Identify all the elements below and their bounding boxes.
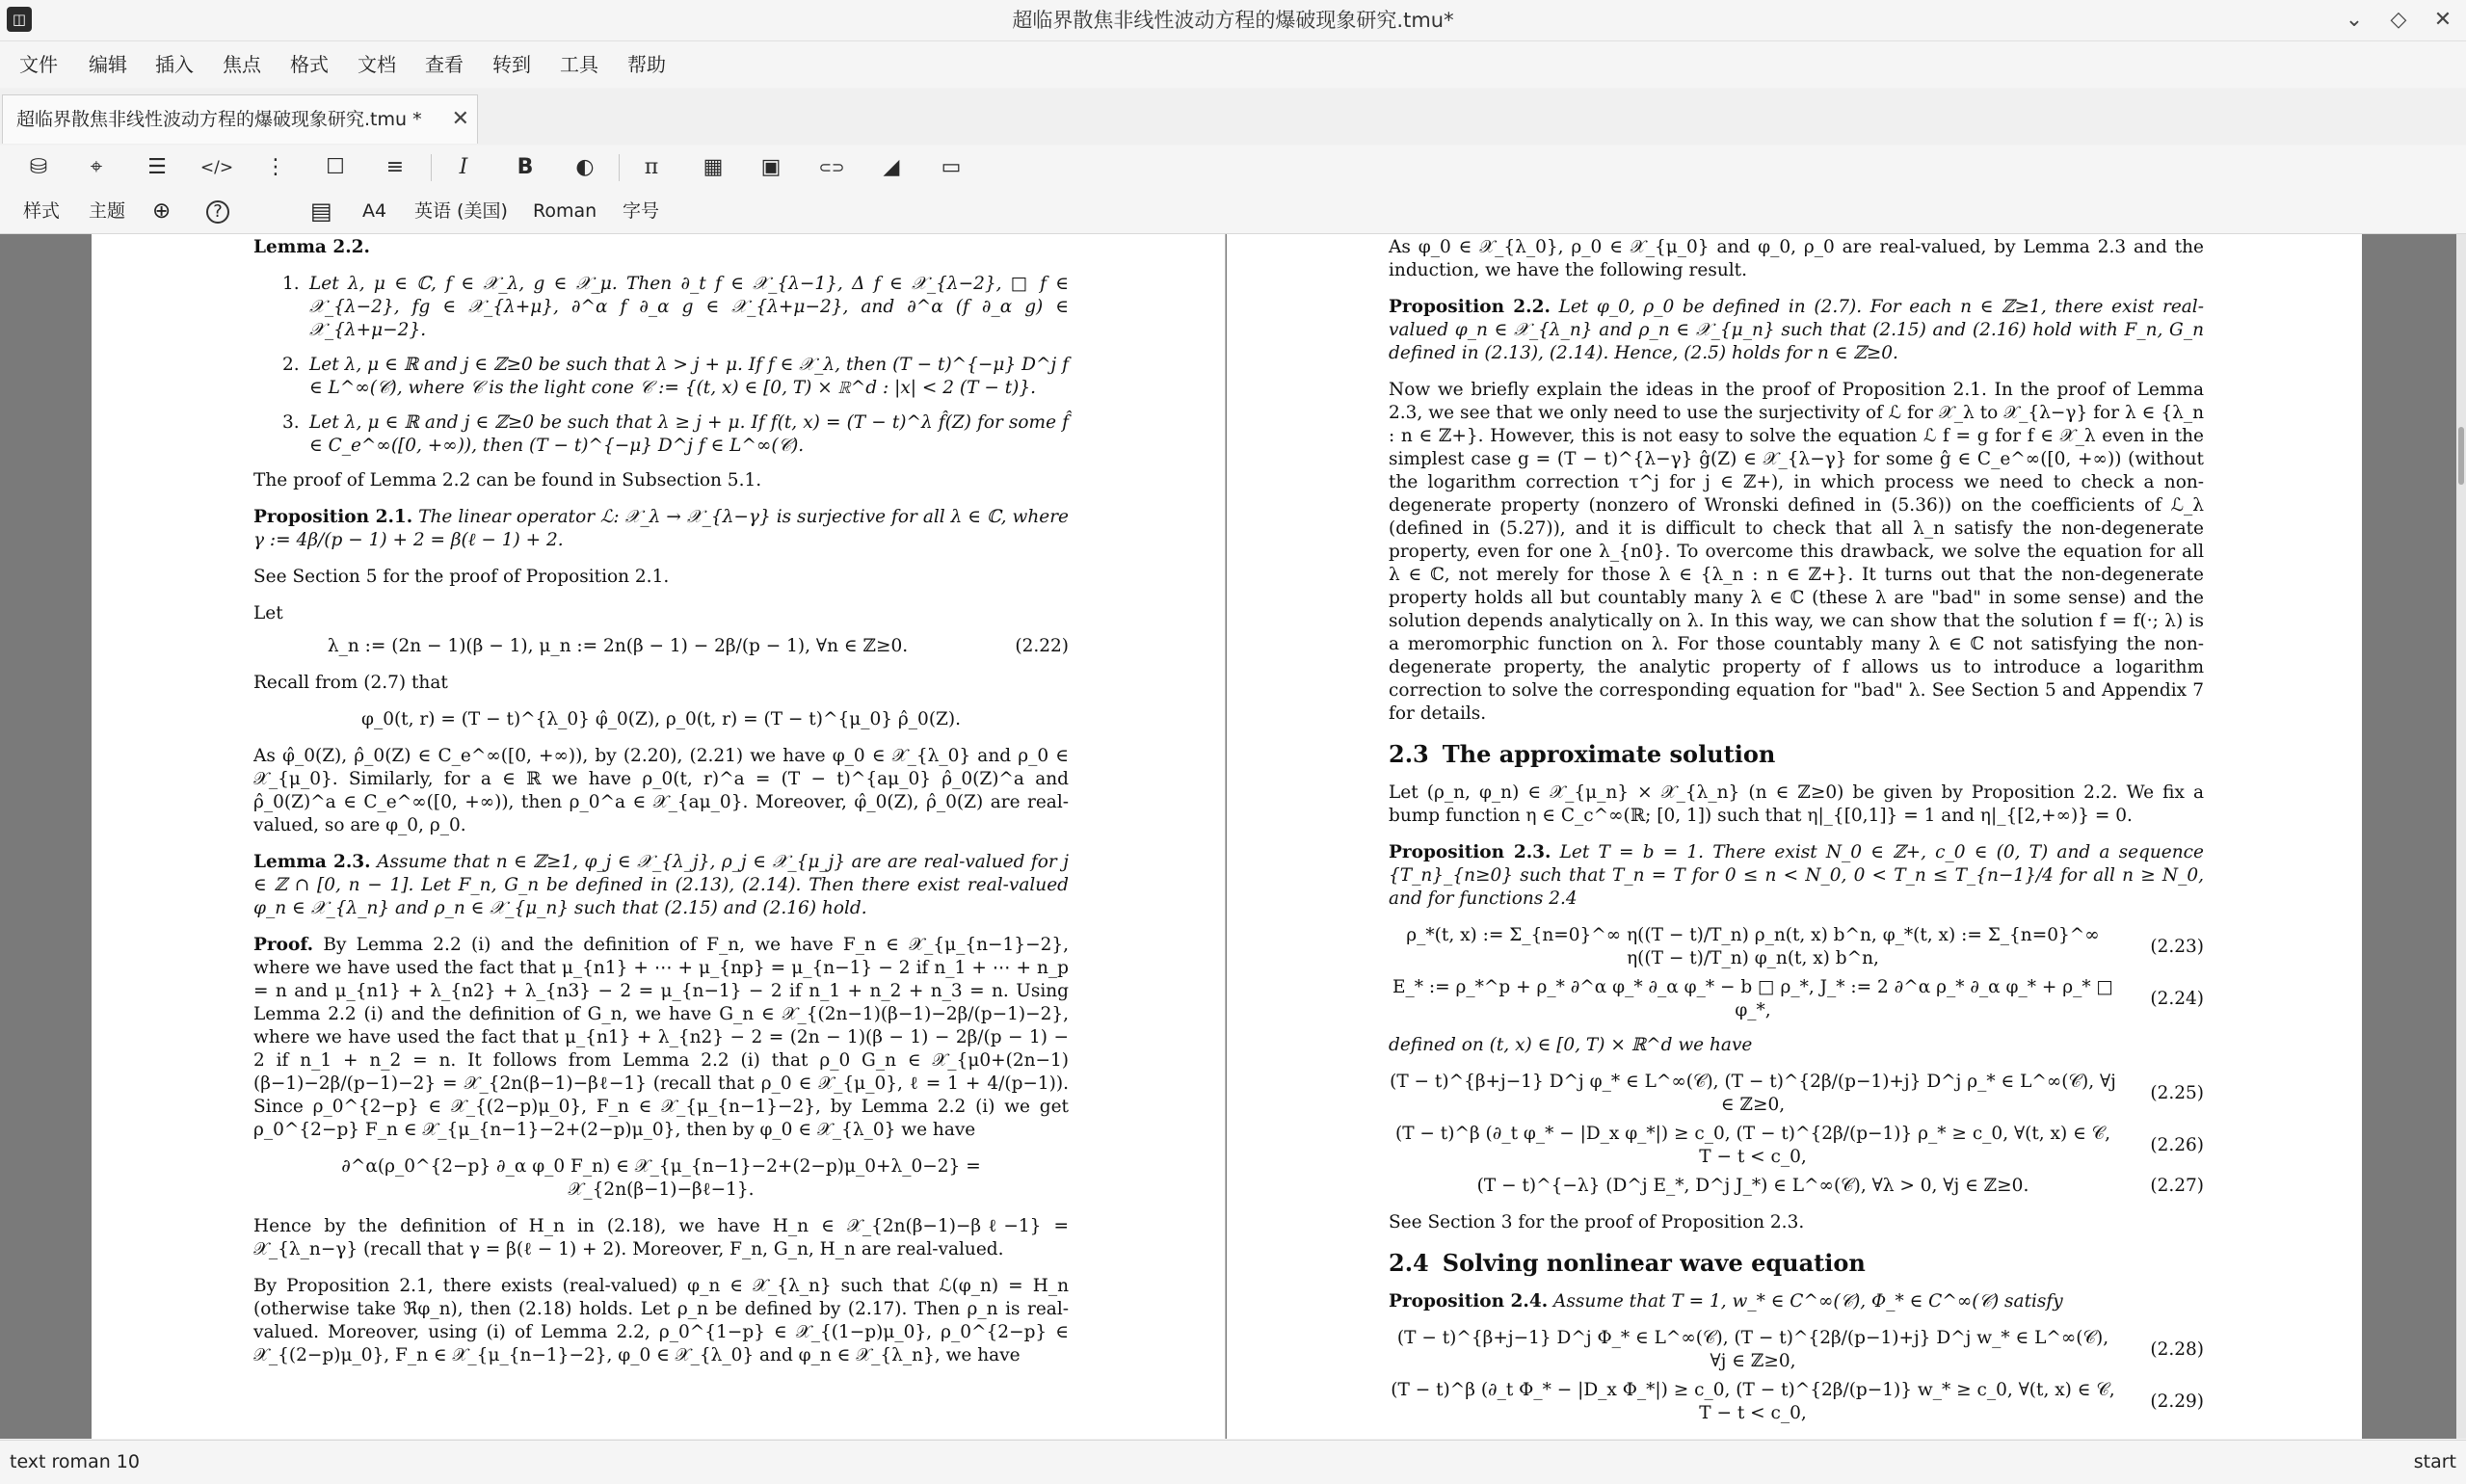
proposition-2-4-title: Proposition 2.4.	[1389, 1291, 1549, 1312]
menu-help[interactable]: 帮助	[627, 53, 666, 76]
equation-2-23	[1389, 924, 2204, 970]
menu-file[interactable]: 文件	[19, 53, 58, 76]
paper-size-button[interactable]: A4	[362, 200, 387, 222]
format-toolbar	[0, 146, 2466, 189]
equation-2-25-number: (2.25)	[2150, 1083, 2204, 1103]
palette-icon[interactable]: ◐	[575, 155, 595, 179]
equation-2-28-number: (2.28)	[2150, 1339, 2204, 1360]
lemma-2-3-title: Lemma 2.3.	[253, 852, 371, 872]
proposition-2-3	[1389, 841, 2204, 911]
document-workspace[interactable]	[0, 234, 2466, 1439]
proof-text: By Lemma 2.2 (i) and the definition of F_n, we have F_n ∈ 𝒳_{μ_{n−1}−2}, where we have used the fact that μ_{n1} + ⋯ + μ_{np} = μ_{n−1} − 2 if n_1 + ⋯ + n_p = n and μ_{n1} + λ_{n2} + λ_{n3} − 2 = μ_{n−1} − 2 if n_1 + n_2 + n_3 = n. Using Lemma 2.2 (i) and the definition of G_n, we have G_n ∈ 𝒳_{(2n−1)(β−1)−2β/(p−1)−2}, where we have used the fact that μ_{n1} + λ_{n2} − 2 = (2n − 1)(β − 1) − 2β/(p − 1) − 2 if n_1 + n_2 = n. It follows from Lemma 2.2 (i) that ρ_0 G_n ∈ 𝒳_{μ0+(2n−1)(β−1)−2β/(p−1)−2} = 𝒳_{2n(β−1)−βℓ−1} (recall that ρ_0 ∈ 𝒳_{μ_0}, ℓ = 1 + 4/(p−1)). Since ρ_0^{2−p} ∈ 𝒳_{(2−p)μ_0}, F_n ∈ 𝒳_{μ_{n−1}−2}, by Lemma 2.2 (i) we get ρ_0^{2−p} F_n ∈ 𝒳_{μ_{n−1}−2+(2−p)μ_0}, then by φ_0 ∈ 𝒳_{λ_0} we have	[253, 935, 1070, 1140]
font-button[interactable]: Roman	[533, 200, 597, 222]
scrollbar-thumb[interactable]	[2458, 427, 2464, 485]
font-size-button[interactable]: 字号	[623, 200, 660, 222]
equation-2-22-body: λ_n := (2n − 1)(β − 1), μ_n := 2n(β − 1) − 2β/(p − 1), ∀n ∈ ℤ≥0.	[327, 636, 909, 656]
tab-bar	[0, 89, 2466, 145]
section-2-3-number: 2.3	[1389, 740, 1429, 768]
structure-icon[interactable]: ⛁	[29, 155, 48, 179]
math-icon[interactable]: π	[644, 155, 659, 179]
menu-goto[interactable]: 转到	[492, 53, 531, 76]
hence-paragraph: Hence by the definition of H_n in (2.18), we have H_n ∈ 𝒳_{2n(β−1)−βℓ−1} = 𝒳_{λ_n−γ} (recall that γ = β(ℓ − 1) + 2). Moreover, F_n, G_n, H_n are real-valued.	[253, 1216, 1069, 1259]
paragraph-as: As φ̂_0(Z), ρ̂_0(Z) ∈ C_e^∞([0, +∞)), by (2.20), (2.21) we have φ_0 ∈ 𝒳_{λ_0} and ρ_0 ∈ 𝒳_{μ_0}. Similarly, for a ∈ ℝ we have ρ_0(t, r)^a = (T − t)^{aμ_0} ρ̂_0(Z)^a and ρ̂_0(Z)^a ∈ C_e^∞([0, +∞)), then ρ_0^a ∈ 𝒳_{aμ_0}. Moreover, φ̂_0(Z), ρ̂_0(Z) are real-valued, so are φ_0, ρ_0.	[253, 746, 1069, 835]
equation-2-22	[253, 635, 1069, 658]
proof-block	[253, 934, 1069, 1142]
window-title: 超临界散焦非线性波动方程的爆破现象研究.tmu*	[1012, 9, 1454, 32]
equation-2-25-body: (T − t)^{β+j−1} D^j φ_* ∈ L^∞(𝒞), (T − t)^{2β/(p−1)+j} D^j ρ_* ∈ L^∞(𝒞), ∀j ∈ ℤ≥0,	[1390, 1072, 2116, 1115]
style-button[interactable]: 样式	[23, 200, 61, 222]
equation-2-28-body: (T − t)^{β+j−1} D^j Φ_* ∈ L^∞(𝒞), (T − t)^{2β/(p−1)+j} D^j w_* ∈ L^∞(𝒞), ∀j ∈ ℤ≥0,	[1396, 1328, 2109, 1371]
lemma-2-2-proof-note: The proof of Lemma 2.2 can be found in Subsection 5.1.	[253, 470, 762, 490]
equation-2-26-body: (T − t)^β (∂_t φ_* − |D_x φ_*|) ≥ c_0, (T − t)^{2β/(p−1)} ρ_* ≥ c_0, ∀(t, x) ∈ 𝒞, T − t < c_0,	[1394, 1124, 2111, 1167]
equation-2-27-body: (T − t)^{−λ} (D^j E_*, D^j J_*) ∈ L^∞(𝒞), ∀λ > 0, ∀j ∈ ℤ≥0.	[1476, 1176, 2029, 1196]
equation-2-29	[1389, 1379, 2204, 1425]
equation-2-26-number: (2.26)	[2150, 1135, 2204, 1155]
menu-insert[interactable]: 插入	[155, 53, 194, 76]
section-2-4-heading	[1389, 1249, 2204, 1277]
list-icon[interactable]: ☰	[147, 155, 167, 179]
document-tab[interactable]	[2, 94, 478, 144]
let-rho-paragraph: Let (ρ_n, φ_n) ∈ 𝒳_{μ_n} × 𝒳_{λ_n} (n ∈ ℤ≥0) be given by Proposition 2.2. We fix a bump function η ∈ C_c^∞(ℝ; [0, 1]) such that η|_{[0,1]} = 1 and η|_{[2,+∞)} = 0.	[1389, 782, 2204, 826]
left-page-content	[253, 234, 1069, 1381]
equation-partial	[253, 1155, 1069, 1202]
menu-edit[interactable]: 编辑	[89, 53, 127, 76]
equation-2-24-number: (2.24)	[2150, 989, 2204, 1009]
close-tab-icon[interactable]: ✕	[451, 107, 469, 131]
lemma-2-2-title: Lemma 2.2.	[253, 237, 370, 257]
lemma-2-2-item-3: 3. Let λ, μ ∈ ℝ and j ∈ ℤ≥0 be such that λ ≥ j + μ. If f(t, x) = (T − t)^λ f̂(Z) for some f̂ ∈ C_e^∞([0, +∞)), then (T − t)^{−μ} D^j f ∈ L^∞(𝒞).	[282, 412, 1069, 456]
maximize-icon[interactable]: ◇	[2390, 8, 2407, 32]
left-page[interactable]	[92, 234, 1226, 1439]
proposition-2-2-title: Proposition 2.2.	[1389, 297, 1551, 317]
toolbar-separator	[619, 154, 620, 181]
lemma-2-2-item-1-text: Let λ, μ ∈ ℂ, f ∈ 𝒳_λ, g ∈ 𝒳_μ. Then ∂_t f ∈ 𝒳_{λ−1}, Δ f ∈ 𝒳_{λ−2}, □ f ∈ 𝒳_{λ−2}, fg ∈ 𝒳_{λ+μ}, ∂^α f ∂_α g ∈ 𝒳_{λ+μ−2}, and ∂^α (f ∂_α g) ∈ 𝒳_{λ+μ−2}.	[309, 274, 1069, 340]
toolbar-separator	[431, 154, 432, 181]
title-bar	[0, 0, 2466, 41]
equation-2-29-body: (T − t)^β (∂_t Φ_* − |D_x Φ_*|) ≥ c_0, (T − t)^{2β/(p−1)} w_* ≥ c_0, ∀(t, x) ∈ 𝒞, T − t < c_0,	[1391, 1380, 2115, 1423]
proposition-2-1-text: The linear operator ℒ: 𝒳_λ → 𝒳_{λ−γ} is surjective for all λ ∈ ℂ, where γ := 4β/(p − 1) + 2 = β(ℓ − 1) + 2.	[253, 507, 1069, 550]
lemma-2-3	[253, 851, 1069, 920]
menu-document[interactable]: 文档	[358, 53, 396, 76]
page-icon[interactable]: ▤	[310, 198, 332, 225]
lemma-2-2-item-2-text: Let λ, μ ∈ ℝ and j ∈ ℤ≥0 be such that λ > j + μ. If f ∈ 𝒳_λ, then (T − t)^{−μ} D^j f ∈ L^∞(𝒞), where 𝒞 is the light cone 𝒞 := {(t, x) ∈ [0, T) × ℝ^d : |x| < 2 (T − t)}.	[309, 355, 1069, 398]
equation-2-26	[1389, 1123, 2204, 1169]
equation-2-22-number: (2.22)	[1015, 636, 1069, 656]
recall-text: Recall from (2.7) that	[253, 673, 448, 693]
table-icon[interactable]: ▦	[703, 155, 724, 179]
equation-phi0-rho0-body: φ_0(t, r) = (T − t)^{λ_0} φ̂_0(Z), ρ_0(t, r) = (T − t)^{μ_0} ρ̂_0(Z).	[360, 709, 961, 729]
proposition-2-3-title: Proposition 2.3.	[1389, 842, 1551, 862]
language-button[interactable]: 英语 (美国)	[414, 200, 508, 222]
lemma-2-2-item-2: 2. Let λ, μ ∈ ℝ and j ∈ ℤ≥0 be such that λ > j + μ. If f ∈ 𝒳_λ, then (T − t)^{−μ} D^j f ∈ L^∞(𝒞), where 𝒞 is the light cone 𝒞 := {(t, x) ∈ [0, T) × ℝ^d : |x| < 2 (T − t)}.	[282, 355, 1069, 398]
section-2-4-number: 2.4	[1389, 1249, 1429, 1277]
equation-partial-body: ∂^α(ρ_0^{2−p} ∂_α φ_0 F_n) ∈ 𝒳_{μ_{n−1}−2+(2−p)μ_0+λ_0−2} = 𝒳_{2n(β−1)−βℓ−1}.	[341, 1156, 981, 1200]
explain-paragraph: Now we briefly explain the ideas in the proof of Proposition 2.1. In the proof of Lemma 2.3, we see that we only need to use the surjectivity of ℒ for 𝒳_λ to 𝒳_{λ−γ} for λ ∈ {λ_n : n ∈ ℤ+}. However, this is not easy to solve the equation ℒ f = g for f ∈ 𝒳_λ even in the simplest case g = (T − t)^{λ−γ} ĝ(Z) ∈ 𝒳_{λ−γ} for some ĝ ∈ C_e^∞([0, +∞)) (without the logarithm correction τ^j for j ∈ ℤ+), in which process we need to check a non-degenerate property (nonzero of Wronski defined in (5.36)) on the coefficients of ℒ_λ (defined in (5.27)), and it is difficult to check that all λ_n satisfy the non-degenerate property, even for one λ_{n0}. To overcome this drawback, we solve the equation for all λ ∈ ℂ, not merely for those λ ∈ {λ_n : n ∈ ℤ+}. It turns out that the non-degenerate property holds all but countably many λ ∈ ℂ (these λ are "bad" in some sense) and the solution depends analytically on λ. In this way, we can show that the solution f = f(·; λ) is a meromorphic function on λ. For those countably many λ ∈ ℂ not satisfying the non-degenerate property, the analytic property of f allows us to introduce a logarithm correction to solve the corresponding equation for "bad" λ. See Section 5 and Appendix 7 for details.	[1389, 380, 2204, 724]
window-controls	[2343, 5, 2454, 36]
section-2-3-heading	[1389, 740, 2204, 768]
italic-icon[interactable]: I	[459, 155, 468, 179]
equation-phi0-rho0	[253, 708, 1069, 731]
intro-paragraph: As φ_0 ∈ 𝒳_{λ_0}, ρ_0 ∈ 𝒳_{μ_0} and φ_0, ρ_0 are real-valued, by Lemma 2.3 and the induction, we have the following result.	[1389, 237, 2204, 280]
defined-on-text: defined on (t, x) ∈ [0, T) × ℝ^d we have	[1389, 1035, 1753, 1055]
theme-button[interactable]: 主题	[89, 200, 126, 222]
lemma-2-2-item-1: 1. Let λ, μ ∈ ℂ, f ∈ 𝒳_λ, g ∈ 𝒳_μ. Then ∂_t f ∈ 𝒳_{λ−1}, Δ f ∈ 𝒳_{λ−2}, □ f ∈ 𝒳_{λ−2}, fg ∈ 𝒳_{λ+μ}, ∂^α f ∂_α g ∈ 𝒳_{λ+μ−2}, and ∂^α (f ∂_α g) ∈ 𝒳_{λ+μ−2}.	[282, 274, 1069, 340]
menu-view[interactable]: 查看	[425, 53, 464, 76]
let-label: Let	[253, 603, 283, 623]
add-icon[interactable]: ⊕	[152, 199, 172, 224]
lemma-2-2	[253, 236, 1069, 259]
proposition-2-2	[1389, 296, 2204, 365]
proposition-2-1-title: Proposition 2.1.	[253, 507, 413, 527]
section-2-3-title: The approximate solution	[1442, 740, 1776, 768]
equation-2-27-number: (2.27)	[2150, 1176, 2204, 1196]
close-window-icon[interactable]: ✕	[2433, 8, 2453, 32]
vertical-scrollbar[interactable]	[2456, 234, 2466, 1439]
session-icon[interactable]: ▭	[941, 155, 962, 179]
bold-icon[interactable]: B	[517, 155, 534, 179]
right-page[interactable]	[1227, 234, 2362, 1439]
link-icon[interactable]: ⊂⊃	[818, 158, 845, 176]
mode-toolbar	[0, 189, 2466, 234]
location-icon[interactable]: ⌖	[90, 155, 103, 179]
eraser-icon[interactable]: ◢	[883, 155, 900, 179]
see-section-5: See Section 5 for the proof of Proposition 2.1.	[253, 567, 670, 587]
equation-2-24-body: E_* := ρ_*^p + ρ_* ∂^α φ_* ∂_α φ_* − b □ ρ_*, J_* := 2 ∂^α ρ_* ∂_α φ_* + ρ_* □ φ_*,	[1392, 977, 2114, 1020]
menu-format[interactable]: 格式	[290, 53, 329, 76]
equation-2-25	[1389, 1071, 2204, 1117]
image-icon[interactable]: ▣	[760, 155, 782, 179]
lemma-2-2-item-3-text: Let λ, μ ∈ ℝ and j ∈ ℤ≥0 be such that λ ≥ j + μ. If f(t, x) = (T − t)^λ f̂(Z) for some f̂ ∈ C_e^∞([0, +∞)), then (T − t)^{−μ} D^j f ∈ L^∞(𝒞).	[309, 412, 1069, 456]
proposition-2-2-text: Let φ_0, ρ_0 be defined in (2.7). For each n ∈ ℤ≥1, there exist real-valued φ_n ∈ 𝒳_{λ_n} and ρ_n ∈ 𝒳_{μ_n} such that (2.15) and (2.16) hold with F_n, G_n defined in (2.13), (2.14). Hence, (2.5) holds for n ∈ ℤ≥0.	[1389, 297, 2204, 363]
proof-title: Proof.	[253, 935, 314, 955]
status-bar	[0, 1440, 2466, 1484]
code-icon[interactable]: </>	[199, 158, 234, 177]
proposition-2-1	[253, 506, 1069, 552]
equation-2-23-body: ρ_*(t, x) := Σ_{n=0}^∞ η((T − t)/T_n) ρ_n(t, x) b^n, φ_*(t, x) := Σ_{n=0}^∞ η((T − t)/T_n) φ_n(t, x) b^n,	[1406, 925, 2100, 968]
by-proposition-paragraph: By Proposition 2.1, there exists (real-valued) φ_n ∈ 𝒳_{λ_n} such that ℒ(φ_n) = H_n (otherwise take ℜφ_n), then (2.18) holds. Let ρ_n be defined by (2.17). Then ρ_n is real-valued. Moreover, using (i) of Lemma 2.2, ρ_0^{1−p} ∈ 𝒳_{(1−p)μ_0}, ρ_0^{2−p} ∈ 𝒳_{(2−p)μ_0}, F_n ∈ 𝒳_{μ_{n−1}−2}, φ_0 ∈ 𝒳_{λ_0} and φ_n ∈ 𝒳_{λ_n}, we have	[253, 1276, 1069, 1365]
right-page-content	[1389, 234, 2204, 1431]
proposition-2-3-text: Let T = b = 1. There exist N_0 ∈ ℤ+, c_0 ∈ (0, T) and a sequence {T_n}_{n≥0} such that T_n = T for 0 ≤ n < N_0, 0 < T_n ≤ T_{n−1}/4 for all n ≥ N_0, and for functions 2.4	[1389, 842, 2204, 909]
proposition-2-4	[1389, 1290, 2204, 1313]
menu-tools[interactable]: 工具	[560, 53, 598, 76]
lemma-2-3-text: Assume that n ∈ ℤ≥1, φ_j ∈ 𝒳_{λ_j}, ρ_j ∈ 𝒳_{μ_j} are are real-valued for j ∈ ℤ ∩ [0, n − 1]. Let F_n, G_n be defined in (2.13), (2.14). Then there exist real-valued φ_n ∈ 𝒳_{λ_n} and ρ_n ∈ 𝒳_{μ_n} such that (2.15) and (2.16) hold.	[253, 852, 1069, 918]
status-left-text: text roman 10	[10, 1451, 140, 1472]
comment-icon[interactable]: ☐	[326, 155, 345, 179]
menu-bar	[0, 41, 2466, 88]
help-icon[interactable]: ?	[206, 200, 229, 224]
status-right-text: start	[2413, 1451, 2456, 1472]
minimize-icon[interactable]: ⌄	[2345, 8, 2364, 32]
equation-2-23-number: (2.23)	[2150, 937, 2204, 957]
equation-2-24	[1389, 976, 2204, 1022]
proposition-2-4-text: Assume that T = 1, w_* ∈ C^∞(𝒞), Φ_* ∈ C^∞(𝒞) satisfy	[1553, 1291, 2063, 1312]
equation-2-27	[1389, 1175, 2204, 1198]
equation-2-29-number: (2.29)	[2150, 1391, 2204, 1412]
menu-focus[interactable]: 焦点	[223, 53, 261, 76]
section-2-4-title: Solving nonlinear wave equation	[1442, 1249, 1866, 1277]
equation-2-28	[1389, 1327, 2204, 1373]
enumerate-icon[interactable]: ≡	[385, 155, 405, 179]
app-logo-icon[interactable]: ◫	[7, 7, 32, 32]
tree-icon[interactable]: ⋮	[265, 155, 286, 179]
document-tab-label: 超临界散焦非线性波动方程的爆破现象研究.tmu *	[16, 109, 422, 130]
see-section-3: See Section 3 for the proof of Proposition 2.3.	[1389, 1212, 1805, 1232]
